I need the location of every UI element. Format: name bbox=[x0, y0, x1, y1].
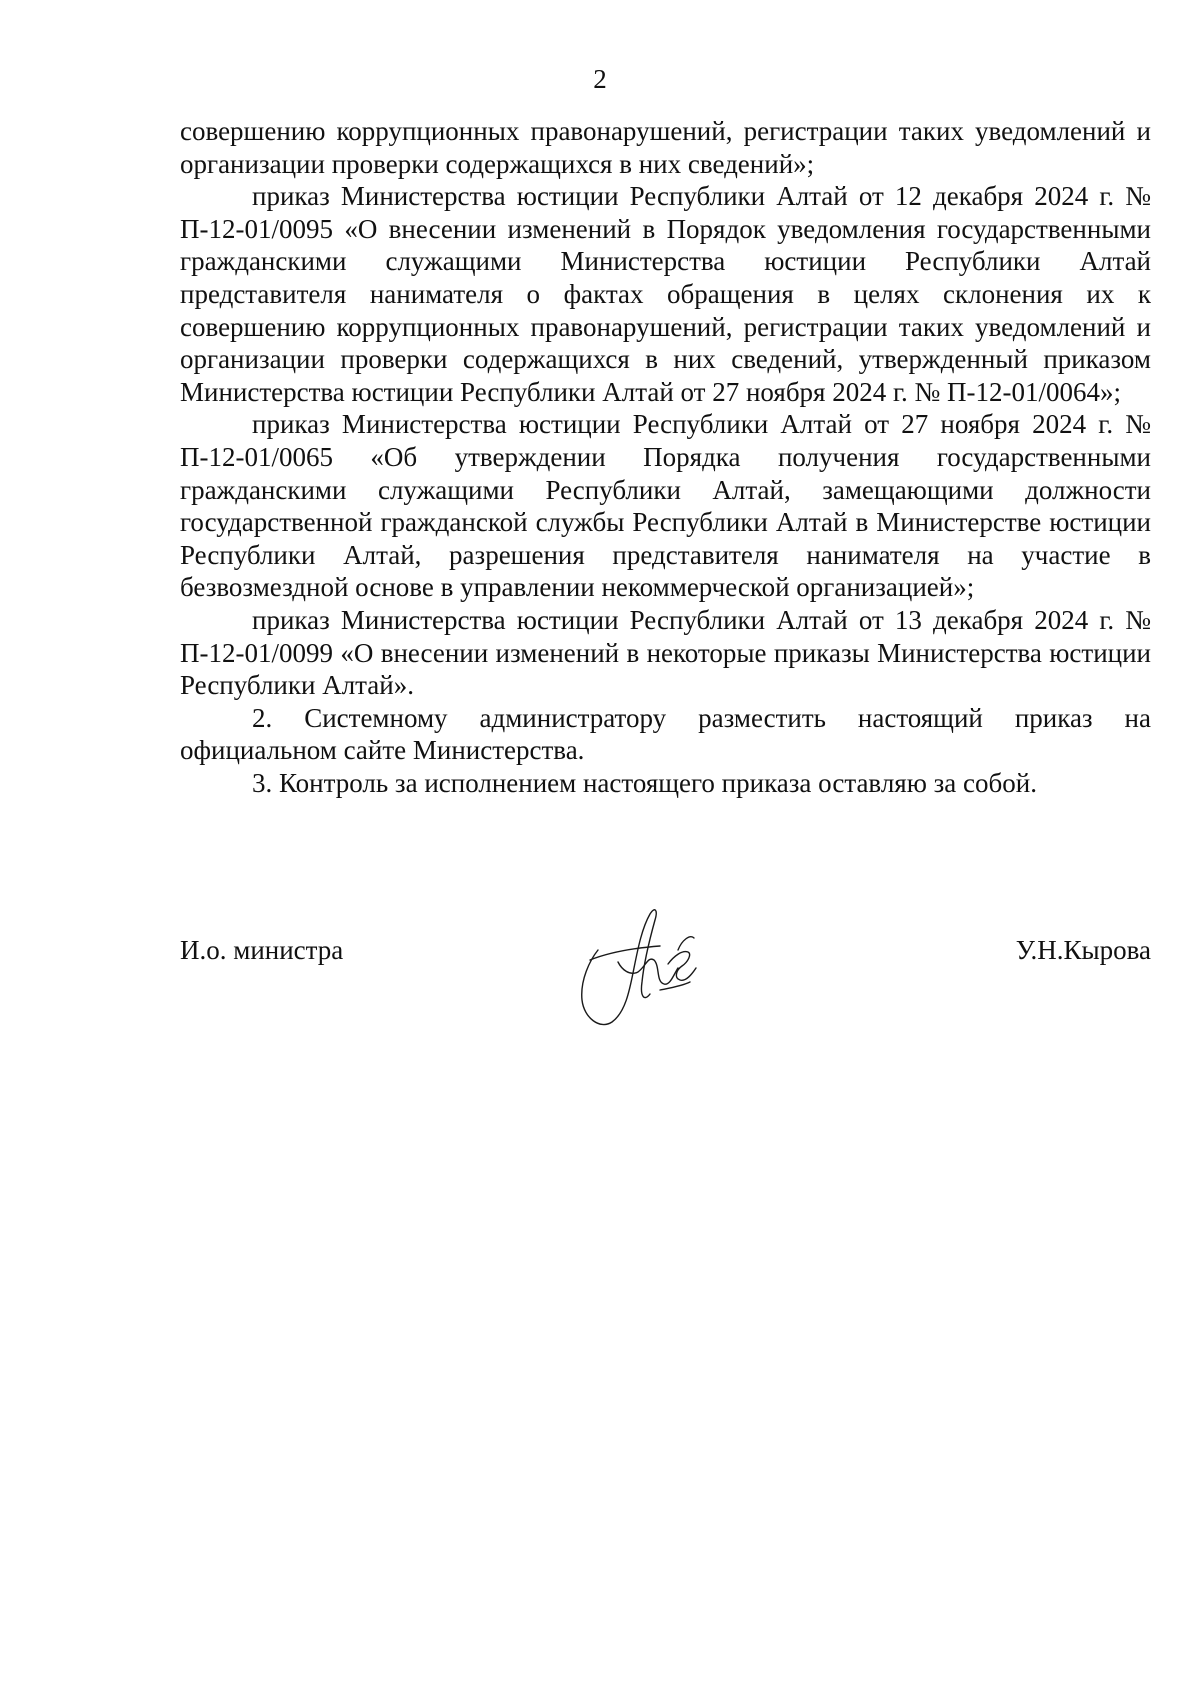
paragraph-order-0095: приказ Министерства юстиции Республики Алтай от 12 декабря 2024 г. № П-12-01/0095 «О внесении изменений в Порядок уведомления государственными гражданскими служащими Министерства юстиции Республики Алтай представителя нанимателя о фактах обращения в целях склонения их к совершению коррупционных правонарушений, регистрации таких уведомлений и организации проверки содержащихся в них сведений, утвержденный приказом Министерства юстиции Республики Алтай от 27 ноября 2024 г. № П-12-01/0064»; bbox=[180, 181, 1151, 407]
signatory-name: У.Н.Кырова bbox=[1015, 935, 1151, 965]
paragraph-item-3: 3. Контроль за исполнением настоящего приказа оставляю за собой. bbox=[252, 767, 1037, 798]
paragraph-item-2: 2. Системному администратору разместить настоящий приказ на официальном сайте Министерства. bbox=[180, 702, 1151, 766]
page-number: 2 bbox=[593, 64, 607, 94]
paragraph-order-0065: приказ Министерства юстиции Республики Алтай от 27 ноября 2024 г. № П-12-01/0065 «Об утверждении Порядка получения государственными гражданскими служащими Республики Алтай, замещающими должности государственной гражданской службы Республики Алтай в Министерстве юстиции Республики Алтай, разрешения представителя нанимателя на участие в безвозмездной основе в управлении некоммерческой организацией»; bbox=[180, 409, 1151, 603]
paragraph-continuation: совершению коррупционных правонарушений, регистрации таких уведомлений и организации проверки содержащихся в них сведений»; bbox=[180, 116, 1151, 179]
signatory-title: И.о. министра bbox=[180, 935, 344, 965]
paragraph-order-0099: приказ Министерства юстиции Республики Алтай от 13 декабря 2024 г. № П-12-01/0099 «О внесении изменений в некоторые приказы Министерства юстиции Республики Алтай». bbox=[180, 604, 1151, 701]
handwritten-signature bbox=[560, 890, 720, 1040]
document-body bbox=[180, 115, 1151, 799]
